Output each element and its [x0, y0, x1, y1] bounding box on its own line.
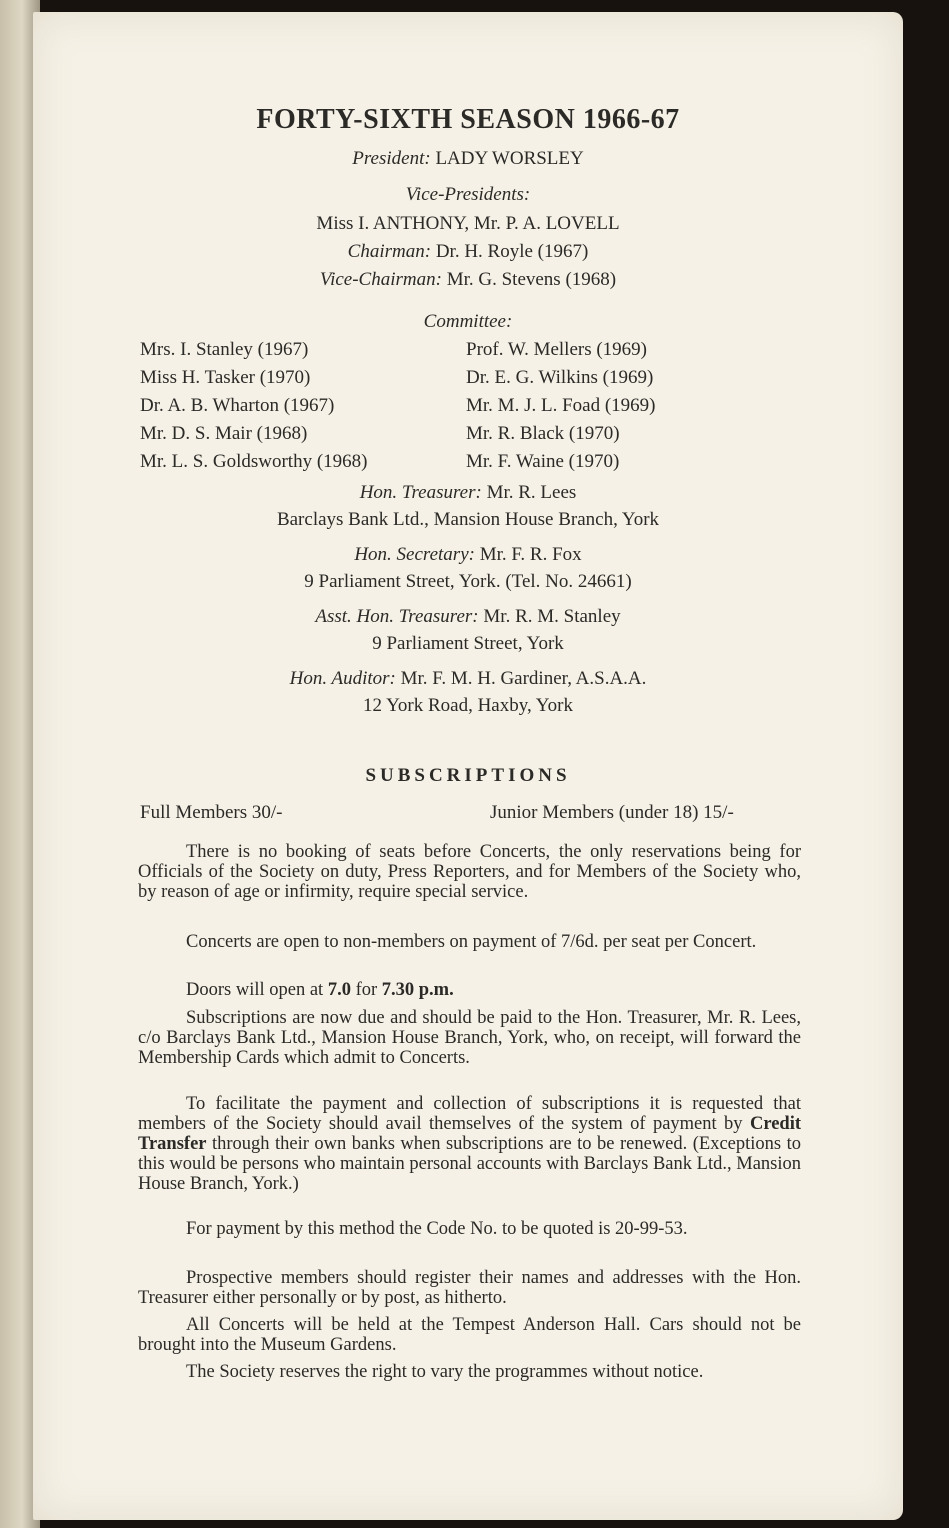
vice-presidents-names: Miss I. ANTHONY, Mr. P. A. LOVELL	[316, 213, 620, 234]
subscriptions-due-paragraph: Subscriptions are now due and should be paid to the Hon. Treasurer, Mr. R. Lees, c/o Barclays Bank Ltd., Mansion House Branch, York, who, on receipt, will forward the Membership Cards which admit to Concerts.	[138, 1008, 801, 1068]
auditor-name: Mr. F. M. H. Gardiner, A.S.A.A.	[400, 668, 647, 689]
asst-treasurer-line	[33, 606, 903, 628]
committee-member: Mr. M. J. L. Foad (1969)	[466, 395, 656, 416]
credit-transfer-text-rest: through their own banks when subscriptions are to be renewed. (Exceptions to this would be persons who maintain personal accounts with Barclays Bank Ltd., Mansion House Branch, York.)	[138, 1134, 801, 1194]
committee-member: Mr. L. S. Goldsworthy (1968)	[140, 451, 368, 472]
committee-member: Mrs. I. Stanley (1967)	[140, 339, 309, 360]
doors-text: Doors will open at	[186, 980, 328, 1000]
committee-member: Mr. R. Black (1970)	[466, 423, 620, 444]
committee-member: Prof. W. Mellers (1969)	[466, 339, 648, 360]
junior-members-fee: Junior Members (under 18) 15/-	[490, 802, 734, 823]
treasurer-address: Barclays Bank Ltd., Mansion House Branch, York	[276, 509, 660, 530]
committee-member: Mr. F. Waine (1970)	[466, 451, 620, 472]
president-name: LADY WORSLEY	[435, 148, 584, 169]
auditor-label: Hon. Auditor:	[289, 668, 396, 689]
doors-paragraph	[138, 980, 801, 1000]
secretary-line	[33, 544, 903, 566]
treasurer-name: Mr. R. Lees	[486, 482, 577, 503]
secretary-name: Mr. F. R. Fox	[479, 544, 582, 565]
credit-transfer-paragraph	[138, 1094, 801, 1194]
committee-member: Miss H. Tasker (1970)	[140, 367, 311, 388]
asst-treasurer-address: 9 Parliament Street, York	[372, 633, 564, 654]
subscriptions-heading: SUBSCRIPTIONS	[365, 765, 571, 786]
venue-paragraph: All Concerts will be held at the Tempest Anderson Hall. Cars should not be brought into the Museum Gardens.	[138, 1315, 801, 1355]
non-members-paragraph: Concerts are open to non-members on payment of 7/6d. per seat per Concert.	[186, 932, 757, 952]
programme-page	[33, 12, 903, 1520]
auditor-line	[33, 668, 903, 690]
secretary-address: 9 Parliament Street, York. (Tel. No. 24661)	[304, 571, 632, 592]
secretary-label: Hon. Secretary:	[354, 544, 475, 565]
doors-text-mid: for	[350, 980, 382, 1000]
committee-label: Committee:	[423, 311, 513, 332]
chairman-name: Dr. H. Royle (1967)	[435, 241, 589, 262]
credit-transfer-text: To facilitate the payment and collection of subscriptions it is requested that members of the Society should avail themselves of the system of payment by	[138, 1094, 801, 1134]
treasurer-line	[33, 482, 903, 504]
committee-member: Dr. E. G. Wilkins (1969)	[466, 367, 654, 388]
credit-transfer-term: Credit Transfer	[138, 1114, 801, 1154]
vice-presidents-label: Vice-Presidents:	[405, 184, 531, 205]
chairman-line	[33, 241, 903, 263]
booking-paragraph: There is no booking of seats before Concerts, the only reservations being for Officials of the Society on duty, Press Reporters, and for Members of the Society who, by reason of age or infirmity, require special service.	[138, 842, 801, 902]
season-title: FORTY-SIXTH SEASON 1966-67	[256, 104, 680, 135]
treasurer-label: Hon. Treasurer:	[359, 482, 482, 503]
committee-member: Dr. A. B. Wharton (1967)	[140, 395, 335, 416]
auditor-address: 12 York Road, Haxby, York	[363, 695, 573, 716]
vice-chairman-name: Mr. G. Stevens (1968)	[446, 269, 617, 290]
asst-treasurer-label: Asst. Hon. Treasurer:	[315, 606, 479, 627]
doors-time: 7.0	[327, 980, 351, 1000]
concert-time: 7.30 p.m.	[381, 980, 454, 1000]
committee-right-column	[466, 336, 655, 476]
asst-treasurer-name: Mr. R. M. Stanley	[483, 606, 621, 627]
full-members-fee: Full Members 30/-	[140, 802, 283, 823]
prospective-members-paragraph: Prospective members should register their names and addresses with the Hon. Treasurer either personally or by post, as hitherto.	[138, 1268, 801, 1308]
programme-change-paragraph: The Society reserves the right to vary the programmes without notice.	[186, 1362, 704, 1382]
chairman-label: Chairman:	[347, 241, 432, 262]
vice-chairman-line	[33, 269, 903, 291]
committee-left-column	[140, 336, 367, 476]
president-line	[33, 148, 903, 170]
committee-member: Mr. D. S. Mair (1968)	[140, 423, 308, 444]
vice-chairman-label: Vice-Chairman:	[319, 269, 442, 290]
code-number-paragraph: For payment by this method the Code No. to be quoted is 20-99-53.	[186, 1219, 688, 1239]
president-label: President:	[352, 148, 431, 169]
